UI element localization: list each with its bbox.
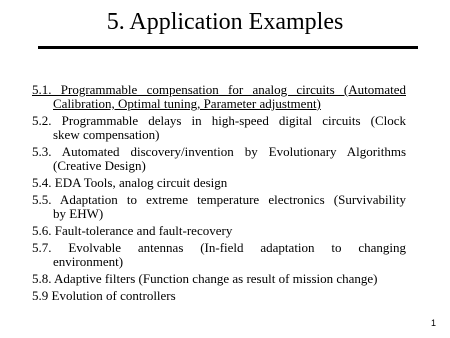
title-divider bbox=[38, 46, 418, 49]
list-item-text-continued: environment) bbox=[53, 254, 124, 269]
list-item-text: 5.5. Adaptation to extreme temperature electronics (Survivability bbox=[32, 192, 406, 207]
list-item-text: 5.9 Evolution of controllers bbox=[32, 288, 176, 303]
list-item-5-1[interactable] bbox=[32, 83, 406, 111]
slide-title: 5. Application Examples bbox=[106, 9, 344, 35]
list-item-text: 5.6. Fault-tolerance and fault-recovery bbox=[32, 223, 233, 238]
list-item-text: 5.2. Programmable delays in high-speed digital circuits (Clock bbox=[32, 113, 406, 128]
list-item-5-5 bbox=[32, 193, 406, 221]
list-item-text-continued: by EHW) bbox=[53, 206, 104, 221]
list-item-text-continued: skew compensation) bbox=[53, 127, 160, 142]
list-item-text-continued: (Creative Design) bbox=[53, 158, 146, 173]
list-item-5-3 bbox=[32, 145, 406, 173]
application-examples-list bbox=[32, 83, 406, 306]
list-item-text: 5.3. Automated discovery/invention by Evolutionary Algorithms bbox=[32, 144, 406, 159]
list-item-5-2 bbox=[32, 114, 406, 142]
list-item-text: 5.4. EDA Tools, analog circuit design bbox=[32, 175, 228, 190]
page-number: 1 bbox=[431, 318, 437, 328]
list-item-text-continued: Calibration, Optimal tuning, Parameter adjustment) bbox=[53, 96, 321, 111]
list-item-5-7 bbox=[32, 241, 406, 269]
list-item-5-6 bbox=[32, 224, 406, 238]
list-item-text: 5.7. Evolvable antennas (In-field adaptation to changing bbox=[32, 240, 406, 255]
list-item-5-4 bbox=[32, 176, 406, 190]
list-item-text: 5.8. Adaptive filters (Function change as result of mission change) bbox=[32, 271, 378, 286]
list-item-text: 5.1. Programmable compensation for analog circuits (Automated bbox=[32, 82, 406, 97]
list-item-5-8 bbox=[32, 272, 406, 286]
list-item-5-9 bbox=[32, 289, 406, 303]
